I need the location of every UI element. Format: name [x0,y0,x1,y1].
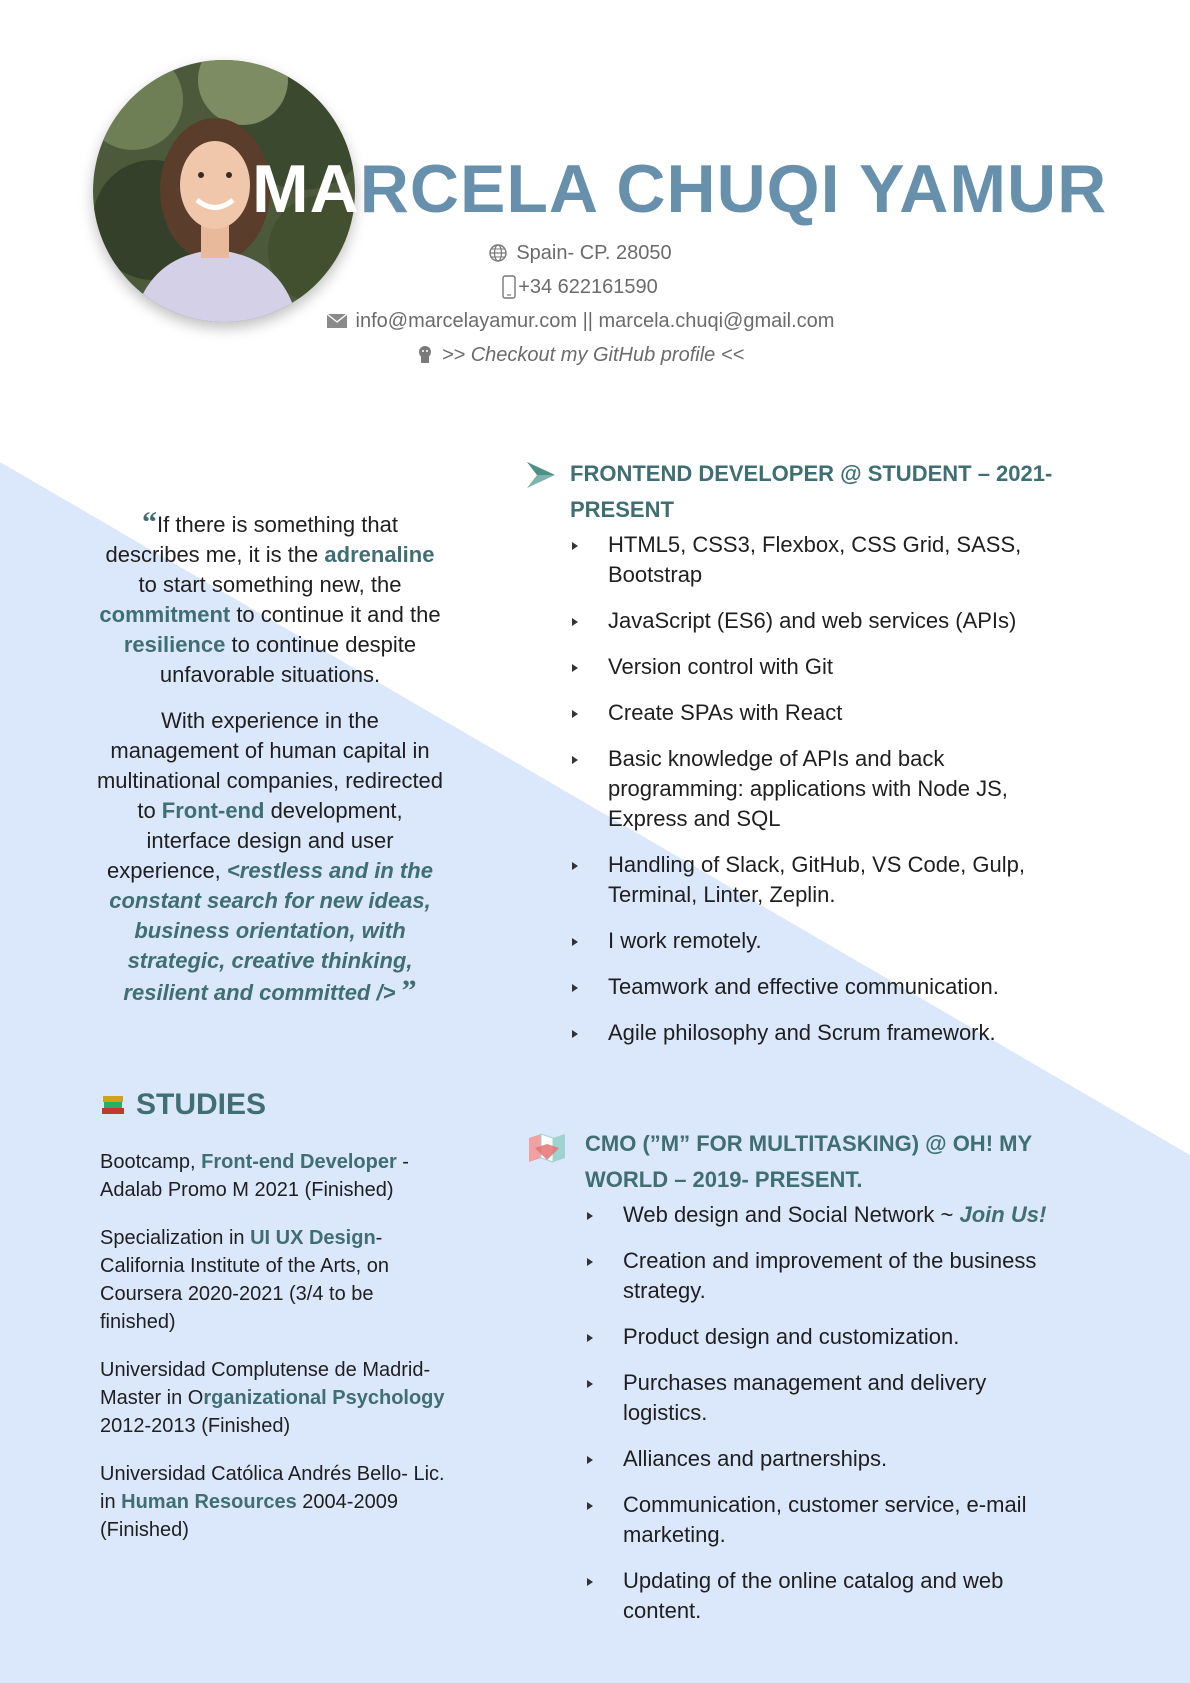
studies-heading [100,1088,266,1122]
job2-bullet-text: Web design and Social Network ~ [623,1202,960,1227]
github-icon [416,345,434,365]
job2-bullet: Purchases management and delivery logistics. [585,1368,1075,1428]
person-name [252,150,1107,228]
job2-title: CMO (”M” FOR MULTITASKING) @ OH! MY WORLD – 2019- PRESENT. [585,1131,1032,1192]
studies-list [100,1148,450,1564]
quote-text: to continue despite unfavorable situations. [159,632,417,687]
quote-highlight-resilience: resilience [123,632,226,657]
job2-bullet: Product design and customization. [585,1322,1075,1352]
profile-quote [96,508,444,1024]
envelope-icon [326,313,348,329]
study-text: Bootcamp, [100,1151,202,1173]
close-quote-mark: ” [401,974,417,1007]
study-text: Universidad Católica Andrés Bello- Lic. in [100,1463,445,1513]
quote-text: If there is something that describes me, it is the [105,512,398,567]
email-line [300,304,860,338]
job1-bullet: Agile philosophy and Scrum framework. [570,1018,1050,1048]
job1-bullets [570,530,1050,1064]
quote-highlight-italic: <restless and in the constant search for new ideas, business orientation, with strategic, creative thinking, resilient and committed /> [109,858,433,1005]
study-highlight: Human Resources [121,1491,297,1513]
location-text: Spain- CP. 28050 [516,242,672,264]
study-text: Universidad Complutense de Madrid- Master in O [100,1359,431,1409]
job2-bullets [585,1200,1075,1642]
job2-bullet: Creation and improvement of the business strategy. [585,1246,1075,1306]
study-text: 2004-2009 (Finished) [100,1491,398,1541]
quote-highlight-commitment: commitment [99,602,231,627]
map-icon [527,1132,567,1169]
name-part-white: MA [252,151,360,227]
phone-icon [502,275,516,299]
phone-text: +34 622161590 [518,276,658,298]
job2-bullet [585,1200,1075,1230]
github-link[interactable]: >> Checkout my GitHub profile << [441,344,745,366]
quote-paragraph-2 [96,706,444,1008]
studies-title: STUDIES [136,1088,267,1121]
study-highlight: UI UX Design [250,1227,376,1249]
job1-bullet: HTML5, CSS3, Flexbox, CSS Grid, SASS, Bootstrap [570,530,1050,590]
study-text: - Adalab Promo M 2021 (Finished) [100,1151,409,1201]
quote-text: development, interface design and user experience, [107,798,403,883]
job1-bullet: Version control with Git [570,652,1050,682]
study-entry [100,1460,450,1544]
quote-text: to continue it and the [230,602,441,627]
job2-bullet: Communication, customer service, e-mail marketing. [585,1490,1075,1550]
github-line [300,338,860,372]
job1-title: FRONTEND DEVELOPER @ STUDENT – 2021- PRESENT [570,461,1053,522]
job2-bullet: Alliances and partnerships. [585,1444,1075,1474]
study-entry [100,1356,450,1440]
study-text: Specialization in [100,1227,251,1249]
phone-line [300,270,860,304]
quote-text: With experience in the management of human capital in multinational companies, redirected to [96,708,444,823]
job1-bullet: I work remotely. [570,926,1050,956]
contact-block [300,236,860,372]
study-text: - California Institute of the Arts, on Coursera 2020-2021 (3/4 to be finished) [100,1227,390,1333]
job1-bullet: Create SPAs with React [570,698,1050,728]
join-us-link[interactable]: Join Us! [959,1202,1047,1227]
study-highlight: Front-end Developer [201,1151,397,1173]
quote-text: to start something new, the [138,572,402,597]
arrow-icon [527,462,555,493]
quote-paragraph-1 [96,508,444,690]
globe-icon [488,243,508,263]
job1-bullet: Basic knowledge of APIs and back programming: applications with Node JS, Express and SQL [570,744,1050,834]
books-icon [100,1094,126,1116]
name-part-blue: RCELA CHUQI YAMUR [359,151,1108,227]
open-quote-mark: “ [142,506,158,539]
job1-bullet: Teamwork and effective communication. [570,972,1050,1002]
job1-bullet: JavaScript (ES6) and web services (APIs) [570,606,1050,636]
location-line [300,236,860,270]
job2-bullet: Updating of the online catalog and web content. [585,1566,1075,1626]
quote-highlight-adrenaline: adrenaline [324,542,435,567]
job1-bullet: Handling of Slack, GitHub, VS Code, Gulp, Terminal, Linter, Zeplin. [570,850,1050,910]
study-entry [100,1224,450,1336]
email-text[interactable]: info@marcelayamur.com || marcela.chuqi@gmail.com [355,310,835,332]
quote-highlight-frontend: Front-end [161,798,265,823]
study-highlight: rganizational Psychology [203,1387,445,1409]
study-entry [100,1148,450,1204]
study-text: 2012-2013 (Finished) [100,1415,291,1437]
